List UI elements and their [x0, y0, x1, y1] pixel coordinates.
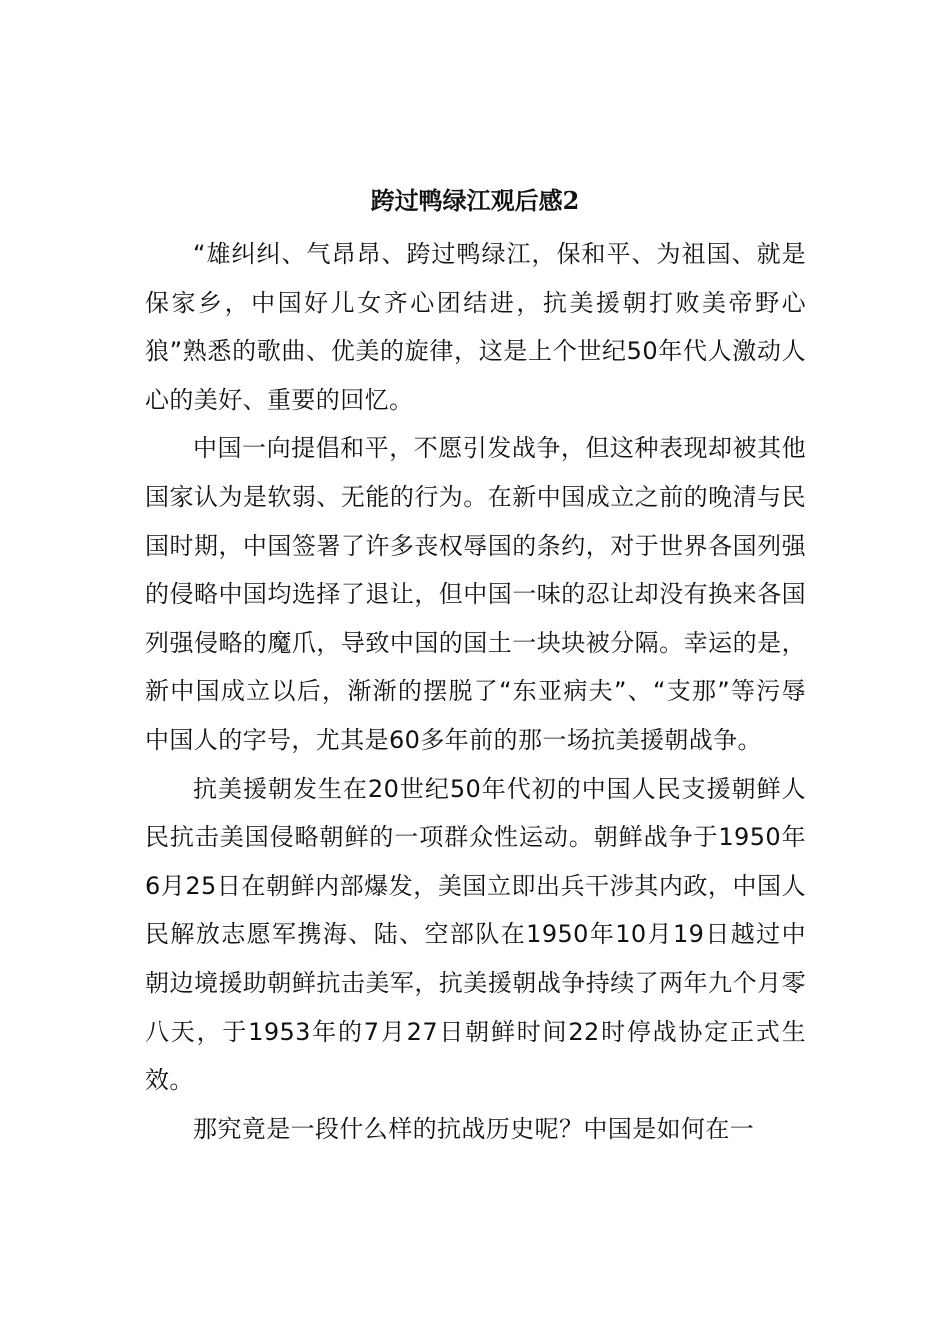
paragraph-1: “雄纠纠、气昂昂、跨过鸭绿江，保和平、为祖国、就是保家乡，中国好儿女齐心团结进，抗美援朝打败美帝野心狼”熟悉的歌曲、优美的旋律，这是上个世纪50年代人激动人心的美好、重要的回忆。 [145, 240, 806, 414]
paragraph-3: 抗美援朝发生在20世纪50年代初的中国人民支援朝鲜人民抗击美国侵略朝鲜的一项群众性运动。朝鲜战争于1950年6月25日在朝鲜内部爆发，美国立即出兵干涉其内政，中国人民解放志愿军携海、陆、空部队在1950年10月19日越过中朝边境援助朝鲜抗击美军，抗美援朝战争持续了两年九个月零八天，于1953年的7月27日朝鲜时间22时停战协定正式生效。 [145, 774, 806, 1095]
document-title: 跨过鸭绿江观后感2 [370, 186, 580, 215]
paragraph-4: 那究竟是一段什么样的抗战历史呢？中国是如何在一 [193, 1114, 755, 1143]
paragraph-2: 中国一向提倡和平，不愿引发战争，但这种表现却被其他国家认为是软弱、无能的行为。在新中国成立之前的晚清与民国时期，中国签署了许多丧权辱国的条约，对于世界各国列强的侵略中国均选择了退让，但中国一味的忍让却没有换来各国列强侵略的魔爪，导致中国的国土一块块被分隔。幸运的是，新中国成立以后，渐渐的摆脱了“东亚病夫”、“支那”等污辱中国人的字号，尤其是60多年前的那一场抗美援朝战争。 [145, 434, 806, 754]
document-body [145, 230, 806, 1153]
